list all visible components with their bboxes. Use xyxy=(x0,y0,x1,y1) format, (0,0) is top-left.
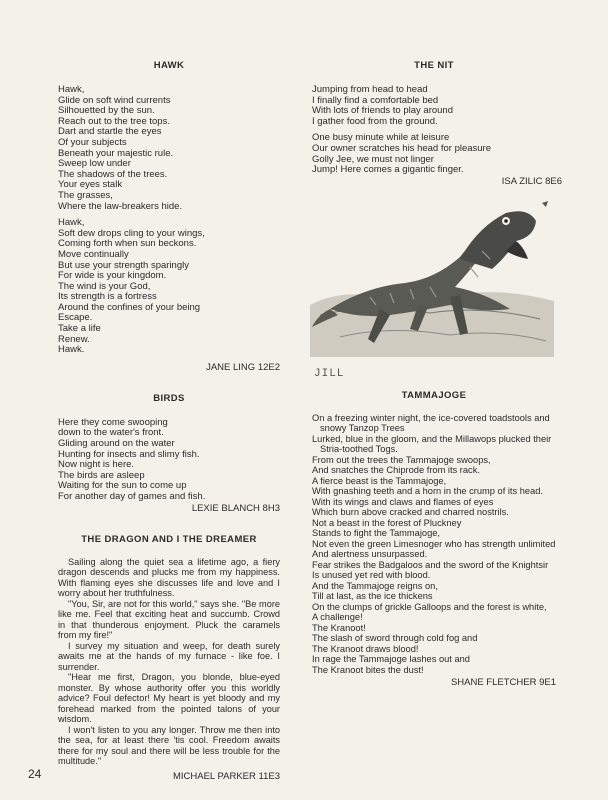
poem-line: Hunting for insects and slimy fish. xyxy=(58,448,200,460)
left-column xyxy=(58,60,280,782)
poem-line: Lurked, blue in the gloom, and the Millawops plucked their Stria-toothed Togs. xyxy=(312,433,552,455)
author-credit: JANE LING 12E2 xyxy=(206,361,280,373)
poem-line: Renew. xyxy=(58,333,90,345)
poem-line: One busy minute while at leisure xyxy=(312,132,450,144)
poem-line: And the Tammajoge reigns on, xyxy=(312,580,438,591)
poem-line: Hawk, xyxy=(58,84,85,95)
poem-line: Silhouetted by the sun. xyxy=(58,105,155,117)
story-paragraph: "Hear me first, Dragon, you blonde, blue-eyed monster. By whose authority offer you this worldly advice? Foul defector! My heart is yet bloody and my forehead marked from the pointed talons of your wisdom. xyxy=(58,672,280,725)
poem-line: Move continually xyxy=(58,248,129,260)
story-paragraph: Sailing along the quiet sea a lifetime ago, a fiery dragon descends and plucks me from my happiness. With flaming eyes she discusses life and love and I worry about her truthfulness. xyxy=(58,556,280,599)
poem-line: The birds are asleep xyxy=(58,469,145,481)
stanza xyxy=(312,85,556,127)
story-title: THE DRAGON AND I THE DREAMER xyxy=(81,533,257,545)
poem-line: Which burn above cracked and charred nostrils. xyxy=(312,507,509,518)
poem-line: Is unused yet red with blood. xyxy=(312,570,431,581)
poem-line: In rage the Tammajoge lashes out and xyxy=(312,654,470,665)
poem-tammajoge xyxy=(312,390,556,689)
poem-line: Coming forth when sun beckons. xyxy=(58,238,197,250)
poem-line: Not a beast in the forest of Pluckney xyxy=(312,517,462,528)
poem-line: Hawk, xyxy=(58,217,85,229)
illustration-caption: JILL xyxy=(314,367,345,380)
poem-line: Stands to fight the Tammajoge, xyxy=(312,528,440,539)
story-paragraph: I survey my situation and weep, for death surely awaits me at the hands of my furnace - like foe. I surrender. xyxy=(58,640,280,672)
poem-line: The wind is your God, xyxy=(58,280,151,292)
poem-line: Hawk. xyxy=(58,344,85,356)
poem-title: BIRDS xyxy=(153,392,185,404)
stanza xyxy=(58,85,280,212)
page-number: 24 xyxy=(28,767,42,781)
poem-line: For wide is your kingdom. xyxy=(58,270,167,282)
poem-line: On the clumps of grickle Galloops and the forest is white, xyxy=(312,601,547,612)
poem-title: TAMMAJOGE xyxy=(401,389,467,401)
poem-line: The shadows of the trees. xyxy=(58,168,168,180)
poem-line: On a freezing winter night, the ice-covered toadstools and snowy Tanzop Trees xyxy=(312,412,550,434)
poem-line: Its strength is a fortress xyxy=(58,291,157,303)
poem-line: Where the law-breakers hide. xyxy=(58,200,183,212)
poem-line: down to the water's front. xyxy=(58,427,164,439)
story-paragraph: I won't listen to you any longer. Throw me then into the sea, for at least there 'tis cool. Freedom awaits there for my soul and there will be less trouble for the multitude." xyxy=(58,724,280,767)
poem-line: Your eyes stalk xyxy=(58,179,123,191)
author-credit: SHANE FLETCHER 9E1 xyxy=(450,677,556,689)
stanza xyxy=(58,218,280,356)
poem-line: Not even the green Limesnoger who has strength unlimited xyxy=(312,538,556,549)
poem-line: Till at last, as the ice thickens xyxy=(312,591,433,602)
poem-line: A fierce beast is the Tammajoge, xyxy=(312,475,447,486)
poem-line: Jumping from head to head xyxy=(312,84,428,95)
poem-line: Our owner scratches his head for pleasure xyxy=(312,142,492,154)
author-credit: MICHAEL PARKER 11E3 xyxy=(172,770,280,782)
story-paragraph: "You, Sir, are not for this world," says she. "Be more like me. Feel that exciting heat and succumb. Crowd in that thunderous enjoyment. Pluck the caramels from my fire!" xyxy=(58,598,280,641)
poem-line: Now night is here. xyxy=(58,459,135,471)
poem-hawk xyxy=(58,60,280,373)
poem-line: Here they come swooping xyxy=(58,416,168,428)
poem-title: THE NIT xyxy=(414,60,454,71)
poem-line: With gnashing teeth and a horn in the crump of its head. xyxy=(312,486,544,497)
poem-line: I gather food from the ground. xyxy=(312,115,438,127)
poem-line: From out the trees the Tammajoge swoops, xyxy=(312,454,491,465)
lizard-drawing-icon xyxy=(310,197,554,357)
poem-line: The Kranoot bites the dust! xyxy=(312,664,424,675)
poem-the-nit xyxy=(312,60,562,187)
poem-line: And alertness unsurpassed. xyxy=(312,549,428,560)
poem-line: And snatches the Chiprode from its rack. xyxy=(312,465,480,476)
poem-line: A challenge! xyxy=(312,612,363,623)
poem-line: Fear strikes the Badgaloos and the sword of the Knightsir xyxy=(312,559,549,570)
poem-line: Take a life xyxy=(58,323,101,335)
poem-line: Around the confines of your being xyxy=(58,301,201,313)
poem-line: Waiting for the sun to come up xyxy=(58,480,187,492)
poem-line: Golly Jee, we must not linger xyxy=(312,153,434,165)
poem-line: Glide on soft wind currents xyxy=(58,94,171,106)
poem-line: Jump! Here comes a gigantic finger. xyxy=(312,164,464,176)
poem-line: For another day of games and fish. xyxy=(58,491,206,502)
author-credit: ISA ZILIC 8E6 xyxy=(501,175,562,187)
poem-line: The slash of sword through cold fog and xyxy=(312,633,478,644)
poem-title: HAWK xyxy=(153,60,185,71)
poem-line: Beneath your majestic rule. xyxy=(58,147,174,159)
poem-line: Escape. xyxy=(58,312,93,324)
poem-line: Of your subjects xyxy=(58,136,127,148)
poem-line: I finally find a comfortable bed xyxy=(312,94,439,106)
poem-line: The Kranoot! xyxy=(312,622,366,633)
poem-line: With its wings and claws and flames of eyes xyxy=(312,496,494,507)
poem-line: But use your strength sparingly xyxy=(58,259,189,271)
author-credit: LEXIE BLANCH 8H3 xyxy=(191,502,280,514)
poem-line: The Kranoot draws blood! xyxy=(312,643,419,654)
poem-line: With lots of friends to play around xyxy=(312,105,453,117)
story-dragon xyxy=(58,534,280,782)
poem-line: The grasses, xyxy=(58,189,113,201)
stanza xyxy=(312,133,556,175)
poem-birds xyxy=(58,393,280,514)
poem-line: Dart and startle the eyes xyxy=(58,126,162,138)
poem-line: Sweep low under xyxy=(58,158,131,170)
right-column xyxy=(312,60,562,689)
poem-line: Gliding around on the water xyxy=(58,438,175,450)
poem-line: Reach out to the tree tops. xyxy=(58,115,170,127)
poem-line: Soft dew drops cling to your wings, xyxy=(58,227,205,239)
